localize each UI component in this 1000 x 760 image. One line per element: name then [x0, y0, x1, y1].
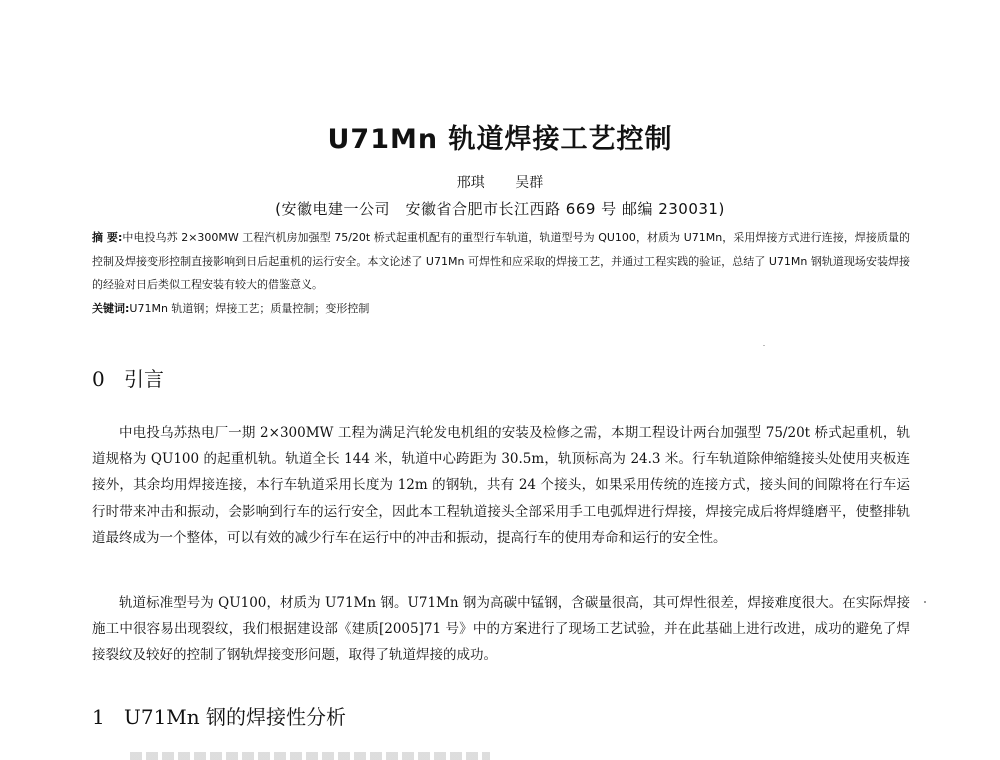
section-heading-introduction — [92, 364, 164, 394]
paper-affiliation: (安徽电建一公司 安徽省合肥市长江西路 669 号 邮编 230031) — [275, 200, 725, 218]
section-title: U71Mn 钢的焊接性分析 — [124, 705, 347, 729]
keywords-label: 关键词: — [92, 301, 130, 315]
abstract-text: 中电投乌苏 2×300MW 工程汽机房加强型 75/20t 桥式起重机配有的重型行车轨道，轨道型号为 QU100，材质为 U71Mn，采用焊接方式进行连接，焊接质量的控制及焊接变形控制直接影响到日后起重机的运行安全。本文论述了 U71Mn 可焊性和应采取的焊接工艺，并通过工程实践的验证，总结了 U71Mn 钢轨道现场安装焊接的经验对日后类似工程安装有较大的借鉴意义。 — [92, 231, 910, 291]
section-body-introduction-1 — [92, 420, 910, 551]
section-number: 1 — [92, 705, 105, 729]
section-title: 引言 — [124, 367, 164, 391]
section-body-introduction-2 — [92, 590, 910, 669]
cropped-text-line — [130, 752, 490, 760]
body-paragraph: 轨道标准型号为 QU100，材质为 U71Mn 钢。U71Mn 钢为高碳中锰钢，含碳量很高，其可焊性很差，焊接难度很大。在实际焊接施工中很容易出现裂纹，我们根据建设部《建质[2005]71 号》中的方案进行了现场工艺试验，并在此基础上进行改进，成功的避免了焊接裂纹及较好的控制了钢轨焊接变形问题，取得了轨道焊接的成功。 — [92, 595, 910, 664]
scan-speck — [763, 345, 765, 346]
body-paragraph: 中电投乌苏热电厂一期 2×300MW 工程为满足汽轮发电机组的安装及检修之需，本期工程设计两台加强型 75/20t 桥式起重机，轨道规格为 QU100 的起重机轨。轨道全长 144 米，轨道中心跨距为 30.5m，轨顶标高为 24.3 米。行车轨道除伸缩缝接头处使用夹板连接外，其余均用焊接连接，本行车轨道采用长度为 12m 的钢轨，共有 24 个接头，如果采用传统的连接方式，接头间的间隙将在行车运行时带来冲击和振动，会影响到行车的运行安全，因此本工程轨道接头全部采用手工电弧焊进行焊接，焊接完成后将焊缝磨平，使整排轨道最终成为一个整体，可以有效的减少行车在运行中的冲击和振动，提高行车的使用寿命和运行的安全性。 — [92, 425, 910, 546]
keywords-text: U71Mn 轨道钢；焊接工艺；质量控制；变形控制 — [129, 301, 370, 315]
section-number: 0 — [92, 367, 105, 391]
abstract-block — [92, 226, 910, 320]
paper-title: U71Mn 轨道焊接工艺控制 — [327, 124, 673, 155]
paper-authors: 邢琪 吴群 — [456, 175, 544, 191]
scan-speck — [924, 601, 926, 603]
abstract-paragraph — [92, 226, 910, 297]
section-heading-weldability — [92, 702, 346, 732]
abstract-label: 摘 要: — [92, 231, 123, 244]
keywords-paragraph — [92, 297, 910, 321]
